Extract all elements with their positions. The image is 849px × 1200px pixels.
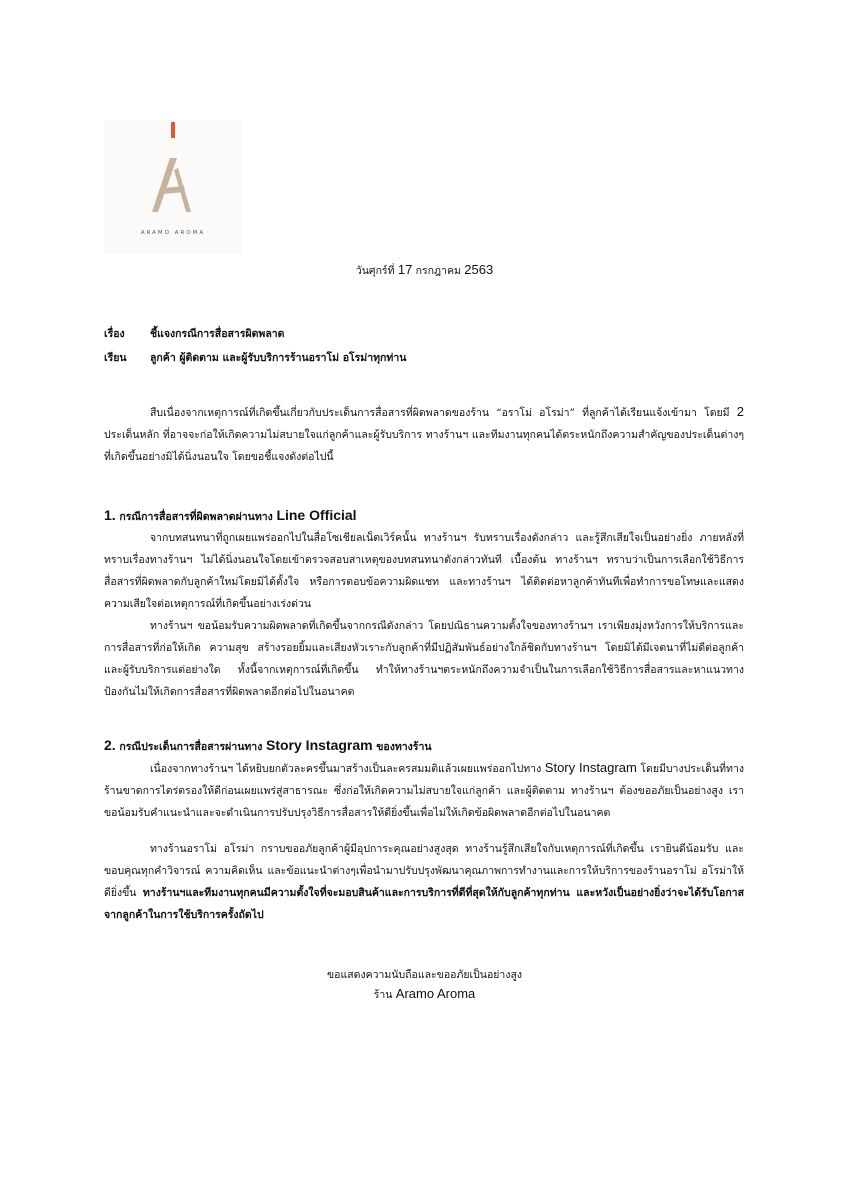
logo-brand-text: ARAMO AROMA [140,230,206,236]
apology-bold-text: ทางร้านฯและทีมงานทุกคนมีความตั้งใจที่จะมอบสินค้าและการบริการที่ดีที่สุดให้กับลูกค้าทุกท่าน และหวังเป็นอย่างยิ่งว่าจะได้รับโอกาสจากลูกค้าในการใช้บริการครั้งถัดไป [104,887,744,921]
closing-line: ขอแสดงความนับถือและขออภัยเป็นอย่างสูง [326,969,522,981]
section-2-paragraph [104,757,744,824]
logo-left-stroke [152,158,177,212]
apology-paragraph [104,838,744,926]
section-2-text-2: โดยมีบางประเด็นที่ทางร้านขาดการไตร่ตรองให้ดีก่อนเผยแพร่สู่สาธารณะ ซึ่งก่อให้เกิดความไม่สบายใจแก่ลูกค้า และผู้ติดตาม ทางร้านฯ ต้องขออภัยเป็นอย่างสูง เราขอน้อมรับคำแนะนำและจะดำเนินการปรับปรุงวิธีการสื่อสารให้ดียิ่งขึ้นเพื่อไม่ให้เกิดข้อผิดพลาดอีกต่อไปในอนาคต [104,763,744,819]
logo-accent-bar [171,122,175,138]
letter-header-block [104,321,406,369]
section-1-heading [104,507,357,525]
closing-signature [0,986,849,1003]
section-2-text-1: เนื่องจากทางร้านฯ ได้หยิบยกตัวละครขึ้นมาสร้างเป็นละครสมมติแล้วเผยแพร่ออกไปทาง [150,763,542,775]
section-1-number: 1. [104,507,116,523]
section-1-paragraph-2: ทางร้านฯ ขอน้อมรับความผิดพลาดที่เกิดขึ้นจากกรณีดังกล่าว โดยปณิธานความตั้งใจของทางร้านฯ เราเพียงมุ่งหวังการให้บริการและการสื่อสารที่ก่อให้เกิด ความสุข สร้างรอยยิ้มและเสียงหัวเราะกับลูกค้าที่มีปฏิสัมพันธ์อย่างใกล้ชิดกับทางร้านฯ โดยมิได้มีเจตนาที่ไม่ดีต่อลูกค้าและผู้รับบริการแต่อย่างใด ทั้งนี้จากเหตุการณ์ที่เกิดขึ้น ทำให้ทางร้านฯตระหนักถึงความจำเป็นในการเลือกใช้วิธีการสื่อสารและหาแนวทางป้องกันไม่ให้เกิดการสื่อสารที่ผิดพลาดอีกต่อไปในอนาคต [104,620,744,698]
intro-paragraph [104,401,744,468]
date-prefix: วันศุกร์ที่ [355,265,395,277]
section-2-heading [104,737,432,755]
shop-prefix: ร้าน [373,989,393,1001]
section-1-title-th: กรณีการสื่อสารที่ผิดพลาดผ่านทาง [119,511,273,523]
recipient-label: เรียน [104,351,127,364]
section-1-title-en: Line Official [276,507,357,523]
section-2-number: 2. [104,737,116,753]
subject-text: ชี้แจงกรณีการสื่อสารผิดพลาด [150,327,285,340]
date-day: 17 [397,262,413,277]
apology-text: ทางร้านอราโม่ อโรม่า กราบขออภัยลูกค้าผู้มีอุปการะคุณอย่างสูงสุด ทางร้านรู้สึกเสียใจกับเหตุการณ์ที่เกิดขึ้น เรายินดีน้อมรับ และขอบคุณทุกคำวิจารณ์ ความคิดเห็น และข้อแนะนำต่างๆเพื่อนำมาปรับปรุงพัฒนาคุณภาพการทำงานและการให้บริการของร้านอราโม่ อโรม่าให้ดียิ่งขึ้น [104,843,744,899]
section-2-title-th-post: ของทางร้าน [376,741,432,753]
section-2-title-en: Story Instagram [266,737,373,753]
intro-text-1: สืบเนื่องจากเหตุการณ์ที่เกิดขึ้นเกี่ยวกับประเด็นการสื่อสารที่ผิดพลาดของร้าน “อราโม่ อโรม่า” ที่ลูกค้าได้เรียนแจ้งเข้ามา โดยมี [150,407,730,419]
intro-text-2: ประเด็นหลัก ที่อาจจะก่อให้เกิดความไม่สบายใจแก่ลูกค้าและผู้รับบริการ ทางร้านฯ และทีมงานทุกคนได้ตระหนักถึงความสำคัญของประเด็นต่างๆที่เกิดขึ้นอย่างมิได้นิ่งนอนใจ โดยขอชี้แจงดังต่อไปนี้ [104,429,744,463]
section-1-paragraph-1: จากบทสนทนาที่ถูกเผยแพร่ออกไปในสื่อโซเชียลเน็ตเวิร์คนั้น ทางร้านฯ รับทราบเรื่องดังกล่าว และรู้สึกเสียใจเป็นอย่างยิ่ง ภายหลังที่ทราบเรื่องทางร้านฯ ไม่ได้นิ่งนอนใจโดยเข้าตรวจสอบสาเหตุของบทสนทนาดังกล่าวทันที เบื้องต้น ทางร้านฯ ทราบว่าเป็นการเลือกใช้วิธีการสื่อสารที่ผิดพลาดกับลูกค้าใหม่โดยมิได้ตั้งใจ หรือการตอบข้อความผิดแชท และทางร้านฯ ได้ติดต่อหาลูกค้าทันทีเพื่อทำการขอโทษและแสดงความเสียใจต่อเหตุการณ์ที่เกิดขึ้นอย่างเร่งด่วน [104,532,744,610]
section-2-text-en: Story Instagram [544,760,637,775]
recipient-text: ลูกค้า ผู้ติดตาม และผู้รับบริการร้านอราโม่ อโรม่าทุกท่าน [150,351,407,364]
intro-number: 2 [736,404,744,419]
subject-label: เรื่อง [104,327,125,340]
recipient-row [104,345,406,369]
brand-logo [104,120,242,254]
subject-row [104,321,406,345]
date-year: 2563 [464,262,494,277]
letter-date [0,262,849,279]
date-month: กรกฎาคม [415,265,461,277]
section-2-title-th: กรณีประเด็นการสื่อสารผ่านทาง [119,741,263,753]
shop-name: Aramo Aroma [395,986,476,1001]
